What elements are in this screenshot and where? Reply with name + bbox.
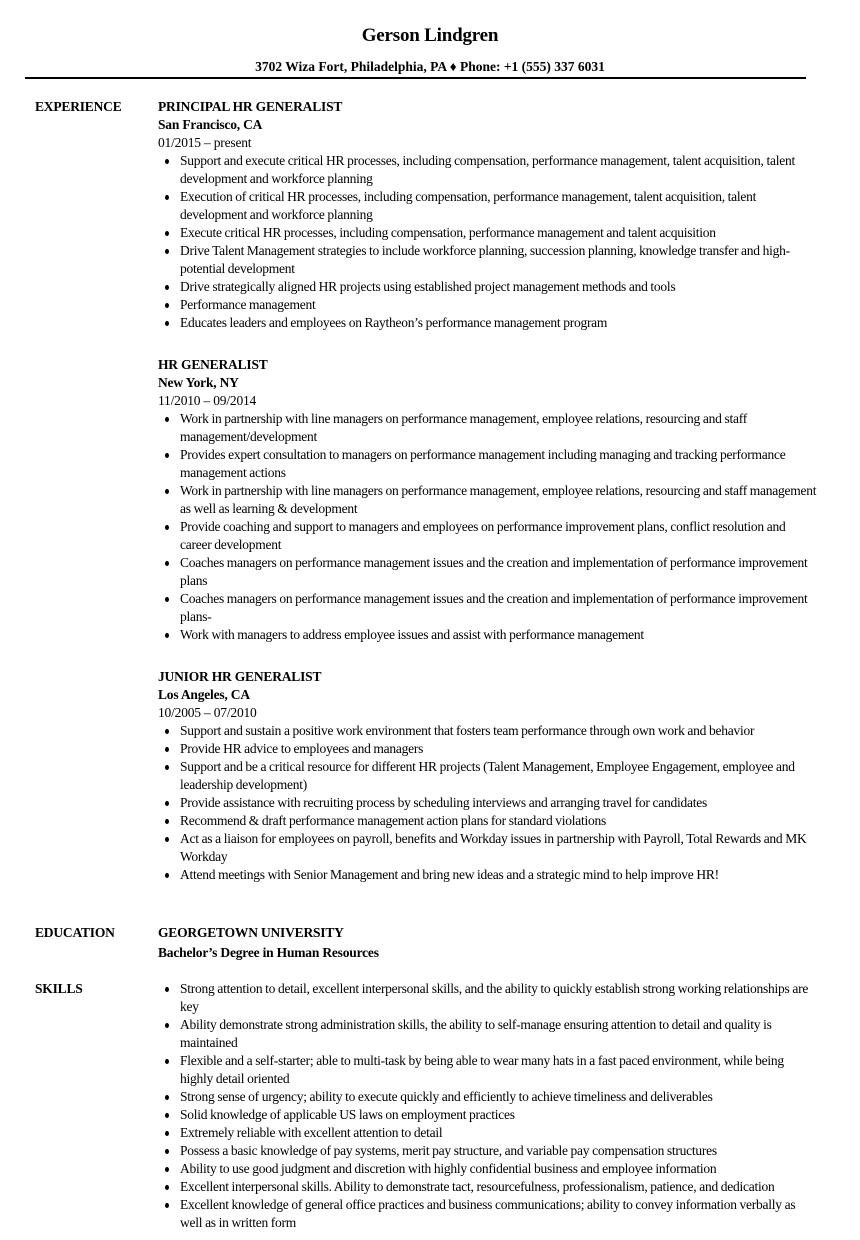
education-body: [158, 924, 818, 962]
skill-item: Excellent knowledge of general office practices and business communications; ability to convey information verbally as well as in written form: [180, 1196, 818, 1232]
bullet-icon: [165, 765, 169, 770]
bullet-icon: [165, 249, 169, 254]
skill-item: Solid knowledge of applicable US laws on employment practices: [180, 1106, 818, 1124]
job-entry: [158, 668, 818, 884]
section-label-education: EDUCATION: [35, 925, 115, 940]
job-location: New York, NY: [158, 375, 239, 390]
bullet-icon: [165, 801, 169, 806]
skill-item: Strong sense of urgency; ability to execute quickly and efficiently to achieve timeliness and deliverables: [180, 1088, 818, 1106]
job-title: PRINCIPAL HR GENERALIST: [158, 99, 343, 114]
bullet-icon: [165, 987, 169, 992]
bullet-item: Support and be a critical resource for different HR projects (Talent Management, Employee Engagement, employee and leadership development): [180, 758, 818, 794]
job-dates: 10/2005 – 07/2010: [158, 705, 257, 720]
skills-list: [158, 980, 818, 1232]
bullet-item: Provide HR advice to employees and managers: [180, 740, 818, 758]
bullet-item: Attend meetings with Senior Management and bring new ideas and a strategic mind to help improve HR!: [180, 866, 818, 884]
bullet-icon: [165, 597, 169, 602]
bullet-icon: [165, 819, 169, 824]
job-entry: [158, 98, 818, 332]
bullet-icon: [165, 1203, 169, 1208]
skill-item: Extremely reliable with excellent attention to detail: [180, 1124, 818, 1142]
skill-item: Strong attention to detail, excellent interpersonal skills, and the ability to quickly establish strong working relationships are key: [180, 980, 818, 1016]
job-bullets: [158, 410, 818, 644]
job-dates: 01/2015 – present: [158, 135, 252, 150]
bullet-item: Work in partnership with line managers on performance management, employee relations, resourcing and staff management as well as learning & development: [180, 482, 818, 518]
skill-item: Ability to use good judgment and discretion with highly confidential business and employee information: [180, 1160, 818, 1178]
bullet-icon: [165, 321, 169, 326]
section-label-skills: SKILLS: [35, 981, 83, 996]
bullet-icon: [165, 453, 169, 458]
job-title: HR GENERALIST: [158, 357, 268, 372]
bullet-item: Coaches managers on performance management issues and the creation and implementation of performance improvement plans-: [180, 590, 818, 626]
bullet-item: Work in partnership with line managers on performance management, employee relations, resourcing and staff management/development: [180, 410, 818, 446]
bullet-icon: [165, 1149, 169, 1154]
bullet-item: Support and execute critical HR processes, including compensation, performance management, talent acquisition, talent development and workforce planning: [180, 152, 818, 188]
bullet-icon: [165, 633, 169, 638]
bullet-icon: [165, 525, 169, 530]
job-location: Los Angeles, CA: [158, 687, 250, 702]
bullet-icon: [165, 873, 169, 878]
skill-item: Excellent interpersonal skills. Ability to demonstrate tact, resourcefulness, professionalism, patience, and dedication: [180, 1178, 818, 1196]
skill-item: Flexible and a self-starter; able to multi-task by being able to wear many hats in a fast paced environment, while being highly detail oriented: [180, 1052, 818, 1088]
bullet-icon: [165, 1113, 169, 1118]
skill-item: Possess a basic knowledge of pay systems, merit pay structure, and variable pay compensation structures: [180, 1142, 818, 1160]
job-bullets: [158, 722, 818, 884]
bullet-item: Support and sustain a positive work environment that fosters team performance through own work and behavior: [180, 722, 818, 740]
contact-line: 3702 Wiza Fort, Philadelphia, PA ♦ Phone: +1 (555) 337 6031: [255, 59, 605, 74]
bullet-item: Drive Talent Management strategies to include workforce planning, succession planning, knowledge transfer and high-potential development: [180, 242, 818, 278]
bullet-item: Performance management: [180, 296, 818, 314]
bullet-item: Work with managers to address employee issues and assist with performance management: [180, 626, 818, 644]
bullet-icon: [165, 561, 169, 566]
job-title: JUNIOR HR GENERALIST: [158, 669, 322, 684]
resume-header: [0, 0, 860, 76]
bullet-item: Coaches managers on performance management issues and the creation and implementation of performance improvement plans: [180, 554, 818, 590]
candidate-name: Gerson Lindgren: [361, 25, 499, 46]
job-dates: 11/2010 – 09/2014: [158, 393, 257, 408]
job-bullets: [158, 152, 818, 332]
bullet-icon: [165, 195, 169, 200]
bullet-icon: [165, 837, 169, 842]
bullet-item: Educates leaders and employees on Raytheon’s performance management program: [180, 314, 818, 332]
bullet-icon: [165, 489, 169, 494]
bullet-item: Provides expert consultation to managers on performance management including managing and tracking performance management actions: [180, 446, 818, 482]
bullet-item: Provide assistance with recruiting process by scheduling interviews and arranging travel for candidates: [180, 794, 818, 812]
skill-item: Ability demonstrate strong administration skills, the ability to self-manage ensuring attention to detail and quality is maintained: [180, 1016, 818, 1052]
bullet-item: Execute critical HR processes, including compensation, performance management and talent acquisition: [180, 224, 818, 242]
bullet-item: Drive strategically aligned HR projects using established project management methods and tools: [180, 278, 818, 296]
header-divider: [25, 77, 806, 79]
bullet-icon: [165, 1059, 169, 1064]
job-location: San Francisco, CA: [158, 117, 263, 132]
bullet-icon: [165, 747, 169, 752]
bullet-icon: [165, 285, 169, 290]
school-name: GEORGETOWN UNIVERSITY: [158, 925, 344, 940]
bullet-item: Provide coaching and support to managers and employees on performance improvement plans, conflict resolution and career development: [180, 518, 818, 554]
bullet-icon: [165, 1095, 169, 1100]
bullet-icon: [165, 729, 169, 734]
section-label-experience: EXPERIENCE: [35, 99, 122, 114]
bullet-icon: [165, 1131, 169, 1136]
job-entry: [158, 356, 818, 644]
experience-body: [158, 98, 818, 908]
bullet-item: Execution of critical HR processes, including compensation, performance management, talent acquisition, talent development and workforce planning: [180, 188, 818, 224]
bullet-item: Recommend & draft performance management action plans for standard violations: [180, 812, 818, 830]
skills-body: [158, 980, 818, 1232]
bullet-icon: [165, 231, 169, 236]
bullet-icon: [165, 303, 169, 308]
bullet-icon: [165, 417, 169, 422]
degree: Bachelor’s Degree in Human Resources: [158, 945, 379, 960]
bullet-item: Act as a liaison for employees on payroll, benefits and Workday issues in partnership with Payroll, Total Rewards and MK Workday: [180, 830, 818, 866]
bullet-icon: [165, 1167, 169, 1172]
bullet-icon: [165, 159, 169, 164]
bullet-icon: [165, 1185, 169, 1190]
bullet-icon: [165, 1023, 169, 1028]
